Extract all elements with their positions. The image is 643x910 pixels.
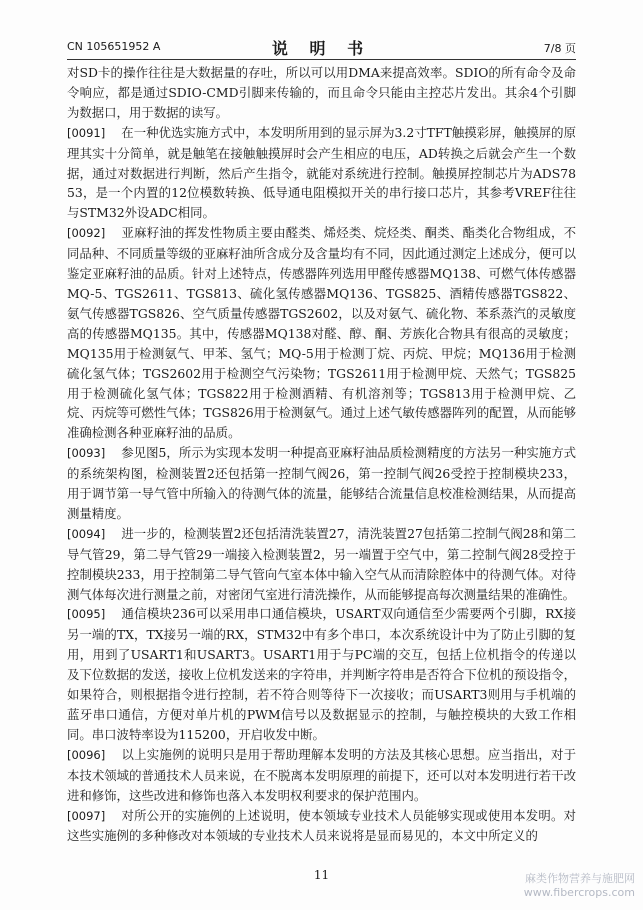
page-counter: 7/8 页	[543, 42, 576, 55]
paragraph	[67, 806, 576, 847]
page-header	[67, 36, 576, 58]
paragraph-text: 以上实施例的说明只是用于帮助理解本发明的方法及其核心思想。应当指出，对于本技术领域的普通技术人员来说，在不脱离本发明原理的前提下，还可以对本发明进行若干改进和修饰，这些改进和修饰也落入本发明权利要求的保护范围内。	[67, 746, 576, 803]
paragraph-text: 在一种优选实施方式中，本发明所用到的显示屏为3.2寸TFT触摸彩屏，触摸屏的原理其实十分简单，就是触笔在接触触摸屏时会产生相应的电压，AD转换之后就会产生一个数据，通过对数据进行判断，然后产生指令，就能对系统进行控制。触摸屏控制芯片为ADS7853，是一个内置的12位模数转换、低导通电阻模拟开关的串行接口芯片，其参考VREF往往与STM32外设ADC相同。	[67, 124, 576, 221]
document-title: 说 明 书	[271, 39, 372, 58]
paragraph	[67, 123, 576, 224]
paragraph-number: [0091]	[67, 125, 106, 140]
paragraph-number: [0097]	[67, 808, 106, 823]
paragraph-number: [0092]	[67, 226, 106, 241]
paragraph-number: [0095]	[67, 607, 106, 622]
watermark	[524, 872, 635, 900]
paragraph-text: 亚麻籽油的挥发性物质主要由醛类、烯烃类、烷烃类、酮类、酯类化合物组成，不同品种、不同质量等级的亚麻籽油所含成分及含量均有不同，因此通过测定上述成分，便可以鉴定亚麻籽油的品质。针对上述特点，传感器阵列选用甲醛传感器MQ138、可燃气体传感器MQ-5、TGS2611、TGS813、硫化氢传感器MQ136、TGS825、酒精传感器TGS822、氨气传感器TGS826、空气质量传感器TGS2602，以及对氨气、硫化物、苯系蒸汽的灵敏度高的传感器MQ135。其中，传感器MQ138对醛、醇、酮、芳族化合物具有很高的灵敏度；MQ135用于检测氨气、甲苯、氢气；MQ-5用于检测丁烷、丙烷、甲烷；MQ136用于检测硫化氢气体；TGS2602用于检测空气污染物；TGS2611用于检测甲烷、天然气；TGS825用于检测硫化氢气体；TGS822用于检测酒精、有机溶剂等；TGS813用于检测甲烷、乙烷、丙烷等可燃性气体；TGS826用于检测氨气。通过上述气敏传感器阵列的配置，从而能够准确检测各种亚麻籽油的品质。	[67, 225, 576, 441]
paragraph	[67, 63, 576, 123]
paragraph	[67, 745, 576, 806]
paragraph-number: [0094]	[67, 526, 106, 541]
document-body	[67, 63, 576, 846]
paragraph-text: 通信模块236可以采用串口通信模块，USART双向通信至少需要两个引脚，RX接另一端的TX，TX接另一端的RX，STM32中有多个串口，本次系统设计中为了防止引脚的复用，用到了USART1和USART3。USART1用于与PC端的交互，包括上位机指令的传递以及下位数据的发送，接收上位机发送来的字符串，并判断字符串是否符合下位机的预设指令，如果符合，则根据指令进行控制，若不符合则等待下一次接收；而USART3则用与手机端的蓝牙串口通信，方便对单片机的PWM信号以及数据显示的控制，与触控模块的大致工作相同。串口波特率设为115200，开启收发中断。	[67, 606, 576, 742]
paragraph	[67, 223, 576, 443]
paragraph	[67, 443, 576, 524]
paragraph-number: [0096]	[67, 747, 106, 762]
page-number: 11	[313, 868, 330, 882]
watermark-url: www.fibercrops.com	[523, 886, 635, 899]
paragraph-number: [0093]	[67, 446, 106, 461]
paragraph-text: 对所公开的实施例的上述说明，使本领域专业技术人员能够实现或使用本发明。对这些实施例的多种修改对本领域的专业技术人员来说将是显而易见的，本文中所定义的	[67, 807, 576, 844]
paragraph-text: 参见图5，所示为实现本发明一种提高亚麻籽油品质检测精度的方法另一种实施方式的系统架构图，检测装置2还包括第一控制气阀26，第一控制气阀26受控于控制模块233，用于调节第一导气管中所输入的待测气体的流量，能够结合流量信息校准检测结果，从而提高测量精度。	[67, 445, 576, 521]
header-divider	[67, 59, 576, 60]
paragraph	[67, 604, 576, 744]
paragraph	[67, 524, 576, 605]
patent-number: CN 105651952 A	[67, 40, 161, 53]
paragraph-text: 进一步的，检测装置2还包括清洗装置27，清洗装置27包括第二控制气阀28和第二导气管29，第二导气管29一端接入检测装置2，另一端置于空气中，第二控制气阀28受控于控制模块233，用于控制第二导气管向气室本体中输入空气从而清除腔体中的待测气体。对待测气体每次进行测量之前，对密闭气室进行清洗操作，从而能够提高每次测量结果的准确性。	[67, 525, 576, 602]
paragraph-text: 对SD卡的操作往往是大数据量的存吐，所以可以用DMA来提高效率。SDIO的所有命令及命令响应，都是通过SDIO-CMD引脚来传输的，而且命令只能由主控芯片发出。其余4个引脚为数据口，用于数据的读写。	[67, 65, 576, 120]
watermark-site-name: 麻类作物营养与施肥网	[525, 872, 635, 885]
